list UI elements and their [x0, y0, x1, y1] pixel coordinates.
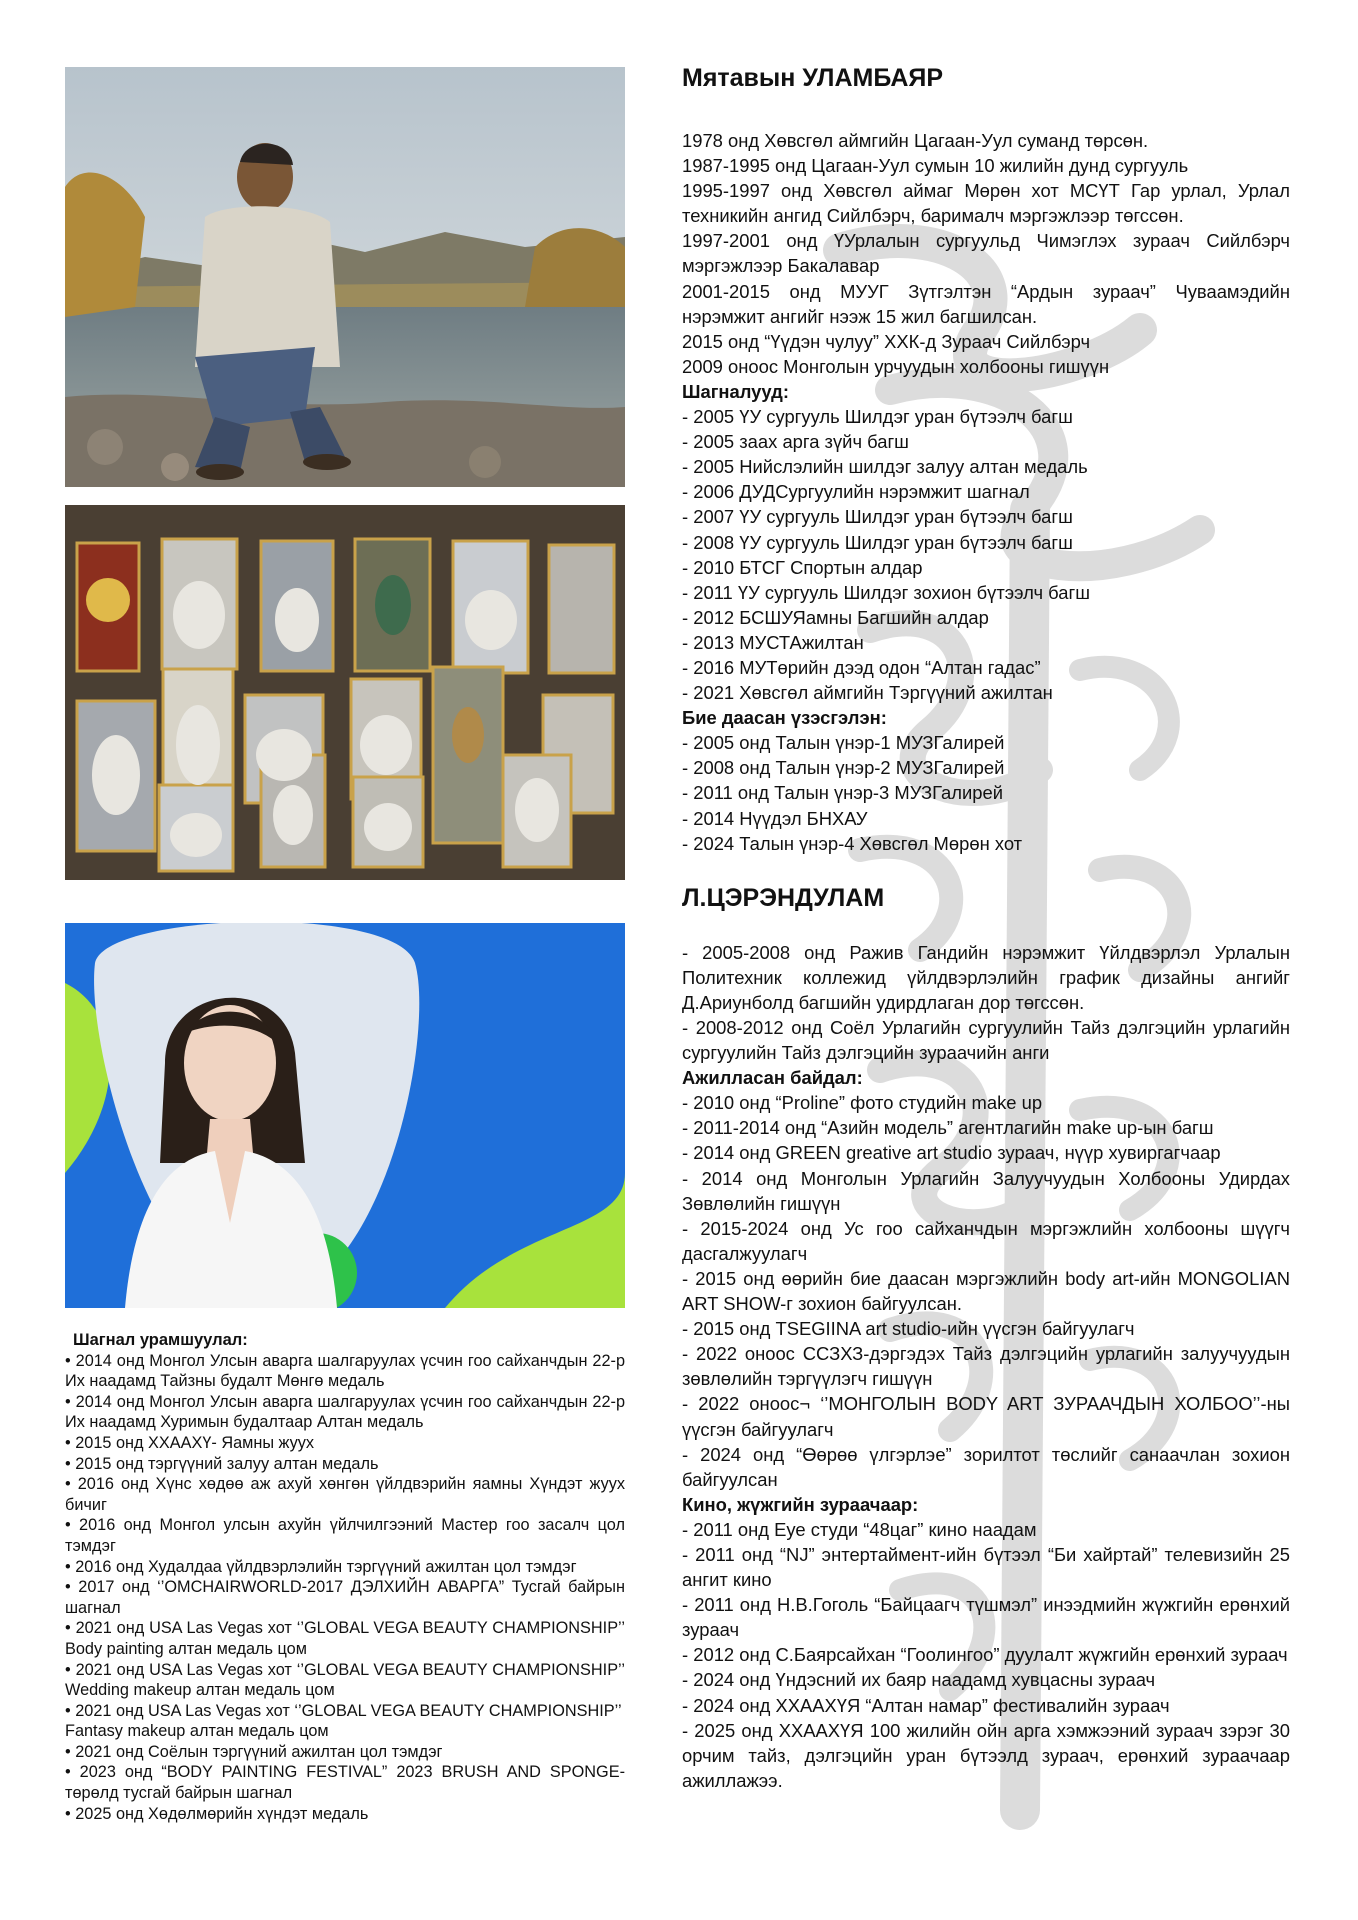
list-item: - 2014 Нүүдэл БНХАУ [682, 807, 868, 829]
list-item: • 2016 онд Монгол улсын ахуйн үйлчилгээний Мастер гоо засалч цол тэмдэг [65, 1516, 625, 1555]
list-item: • 2015 онд тэргүүний залуу алтан медаль [65, 1454, 379, 1473]
list-item: • 2021 онд USA Las Vegas хот ‘’GLOBAL VEGA BEAUTY CHAMPIONSHIP’’ [65, 1701, 622, 1720]
person1-bio-line: 1995-1997 онд Хөвсгөл аймаг Мөрөн хот МСҮТ Гар урлал, Урлал техникийн ангид Сийлбэрч, барималч мэргэжлээр төгссөн. [682, 180, 1290, 227]
list-item: - 2007 ҮУ сургууль Шилдэг уран бүтээлч багш [682, 506, 1073, 528]
person1-awards-title: Шагналууд: [682, 380, 789, 402]
list-item: - 2005 заах арга зүйч багш [682, 431, 909, 453]
list-item: - 2024 онд ХХААХҮЯ “Алтан намар” фестивалийн зураач [682, 1694, 1170, 1716]
person1-awards-list [682, 404, 1290, 705]
list-item: - 2022 оноос¬ ‘’МОНГОЛЫН BODY ART ЗУРААЧДЫН ХОЛБОО’’-ны үүсгэн байгуулагч [682, 1393, 1290, 1440]
list-item: • 2017 онд ‘’OMCHAIRWORLD-2017 ДЭЛХИЙН АВАРГА” Тусгай байрын шагнал [65, 1578, 625, 1617]
list-item: - 2010 БТСГ Спортын алдар [682, 556, 923, 578]
person2-bio-line: - 2008-2012 онд Соёл Урлагийн сургуулийн Тайз дэлгэцийн урлагийн сургуулийн Тайз дэлгэцийн зураачийн анги [682, 1017, 1290, 1064]
list-item: - 2005 онд Талын үнэр-1 МУЗГалирей [682, 732, 1005, 754]
list-item: - 2005 Нийслэлийн шилдэг залуу алтан медаль [682, 456, 1088, 478]
left-column-prizes [65, 1330, 625, 1824]
list-item: - 2011-2014 онд “Азийн модель” агентлагийн make up-ын багш [682, 1117, 1214, 1139]
person2-name: Л.ЦЭРЭНДУЛАМ [682, 883, 885, 912]
person1-bio [682, 128, 1290, 379]
list-item: - 2011 онд Н.В.Гоголь “Байцаагч түшмэл” инээдмийн жүжгийн ерөнхий зураач [682, 1594, 1290, 1641]
list-item: - 2013 МУСТАжилтан [682, 631, 864, 653]
list-item: - 2014 онд GREEN greative art studio зураач, нүүр хувиргагчаар [682, 1142, 1221, 1164]
list-item: - 2021 Хөвсгөл аймгийн Тэргүүний ажилтан [682, 682, 1053, 704]
list-item: - 2008 онд Талын үнэр-2 МУЗГалирей [682, 757, 1005, 779]
list-item: • 2023 онд “BODY PAINTING FESTIVAL” 2023 BRUSH AND SPONGE-төрөлд тусгай байрын шагнал [65, 1763, 625, 1803]
person1-bio-line: 2015 онд “Үүдэн чулуу” ХХК-д Зураач Сийлбэрч [682, 330, 1091, 352]
list-item: • 2016 онд Хүнс хөдөө аж ахуй хөнгөн үйлдвэрийн яамны Хүндэт жуух бичиг [65, 1475, 625, 1514]
list-item: - 2024 онд Үндэсний их баяр наадамд хувцасны зураач [682, 1669, 1156, 1691]
person2-bio-line: - 2005-2008 онд Ражив Гандийн нэрэмжит Үйлдвэрлэл Урлалын Политехник коллежид үйлдвэрлэлийн график дизайны ангийг Д.Ариунболд багшийн удирдлаган дор төгссөн. [682, 941, 1290, 1013]
list-item: - 2024 онд “Өөрөө үлгэрлэе” зорилтот төслийг санаачлан зохион байгуулсан [682, 1443, 1290, 1490]
list-item: - 2014 онд Монголын Урлагийн Залуучуудын Холбооны Удирдах Зөвлөлийн гишүүн [682, 1167, 1290, 1214]
person2-film-list [682, 1517, 1290, 1793]
list-item: - 2016 МУТөрийн дээд одон “Алтан гадас” [682, 656, 1041, 678]
list-item: - 2012 онд С.Баярсайхан “Гоолингоо” дуулалт жүжгийн ерөнхий зураач [682, 1644, 1288, 1666]
list-item: - 2015-2024 онд Ус гоо сайханчдын мэргэжлийн холбооны шүүгч дасгалжуулагч [682, 1217, 1290, 1264]
list-item: • 2014 онд Монгол Улсын аварга шалгаруулах үсчин гоо сайханчдын 22-р Их наадамд Хуримын будалтаар Алтан медаль [65, 1392, 625, 1432]
list-item: - 2005 ҮУ сургууль Шилдэг уран бүтээлч багш [682, 406, 1073, 428]
person2-work-list [682, 1090, 1290, 1492]
person1-bio-line: 1987-1995 онд Цагаан-Уул сумын 10 жилийн дунд сургууль [682, 155, 1189, 177]
list-item: • 2016 онд Худалдаа үйлдвэрлэлийн тэргүүний ажилтан цол тэмдэг [65, 1557, 577, 1576]
person1-bio-line: 1997-2001 онд ҮУрлалын сургуульд Чимэглэх зураач Сийлбэрч мэргэжлээр Бакалавар [682, 230, 1290, 277]
person1-bio-line: 2009 оноос Монголын урчуудын холбооны гишүүн [682, 355, 1110, 377]
list-item: • 2021 онд Соёлын тэргүүний ажилтан цол тэмдэг [65, 1742, 443, 1761]
person1-name: Мятавын УЛАМБАЯР [682, 64, 944, 92]
person1-exhibitions-list [682, 730, 1290, 855]
person2-prizes-list [65, 1351, 625, 1825]
right-column [682, 62, 1290, 1793]
list-item: - 2011 онд “NJ” энтертаймент-ийн бүтээл “Би хайртай” телевизийн 25 ангит кино [682, 1543, 1290, 1591]
poster-tserendulam [65, 923, 625, 1308]
list-item: • 2015 онд ХХААХҮ- Яамны жуух [65, 1433, 315, 1452]
person1-exhibitions-title: Бие даасан үзэсгэлэн: [682, 707, 887, 729]
sculpture-collage-photo [65, 505, 625, 880]
person2-prizes-title: Шагнал урамшуулал: [73, 1331, 248, 1349]
list-item: Fantasy makeup алтан медаль цом [65, 1722, 329, 1741]
list-item: - 2006 ДУДСургуулийн нэрэмжит шагнал [682, 481, 1030, 503]
list-item: • 2014 онд Монгол Улсын аварга шалгаруулах үсчин гоо сайханчдын 22-р Их наадамд Тайзны будалт Мөнгө медаль [65, 1351, 625, 1391]
person2-film-title: Кино, жүжгийн зураачаар: [682, 1493, 919, 1515]
person2-work-title: Ажилласан байдал: [682, 1067, 863, 1089]
list-item: • 2021 онд USA Las Vegas хот ‘’GLOBAL VEGA BEAUTY CHAMPIONSHIP’’ Wedding makeup алтан медаль цом [65, 1660, 625, 1700]
list-item: - 2015 онд өөрийн бие даасан мэргэжлийн body art-ийн MONGOLIAN ART SHOW-г зохион байгуулсан. [682, 1267, 1290, 1315]
list-item: • 2021 онд USA Las Vegas хот ‘’GLOBAL VEGA BEAUTY CHAMPIONSHIP’’ Body painting алтан медаль цом [65, 1619, 625, 1658]
list-item: - 2011 онд Еуе студи “48цаг” кино наадам [682, 1518, 1037, 1540]
list-item: • 2025 онд Хөдөлмөрийн хүндэт медаль [65, 1804, 369, 1823]
list-item: - 2008 ҮУ сургууль Шилдэг уран бүтээлч багш [682, 531, 1073, 553]
list-item: - 2012 БСШУЯамны Багшийн алдар [682, 606, 989, 628]
portrait-photo-ulambayar [65, 67, 625, 487]
person1-bio-line: 1978 онд Хөвсгөл аймгийн Цагаан-Уул суманд төрсөн. [682, 130, 1149, 151]
list-item: - 2011 онд Талын үнэр-3 МУЗГалирей [682, 782, 1003, 804]
list-item: - 2011 ҮУ сургууль Шилдэг зохион бүтээлч багш [682, 581, 1090, 603]
person1-bio-line: 2001-2015 онд МУУГ Зүтгэлтэн “Ардын зураач” Чуваамэдийн нэрэмжит ангийг нээж 15 жил багшилсан. [682, 280, 1290, 327]
list-item: - 2010 онд “Proline” фото студийн make up [682, 1092, 1043, 1114]
list-item: - 2024 Талын үнэр-4 Хөвсгөл Мөрөн хот [682, 832, 1023, 854]
list-item: - 2022 оноос ССЗХЗ-дэргэдэх Тайз дэлгэцийн урлагийн залуучуудын зөвлөлийн тэргүүлэгч гишүүн [682, 1343, 1290, 1390]
person2-bio [682, 940, 1290, 1065]
list-item: - 2015 онд TSEGIINA art studio-ийн үүсгэн байгуулагч [682, 1318, 1135, 1340]
list-item: - 2025 онд ХХААХҮЯ 100 жилийн ойн арга хэмжээний зураач зэрэг 30 орчим тайз, дэлгэцийн уран бүтээлд зураач, ерөнхий зураачаар ажиллажээ. [682, 1719, 1290, 1791]
